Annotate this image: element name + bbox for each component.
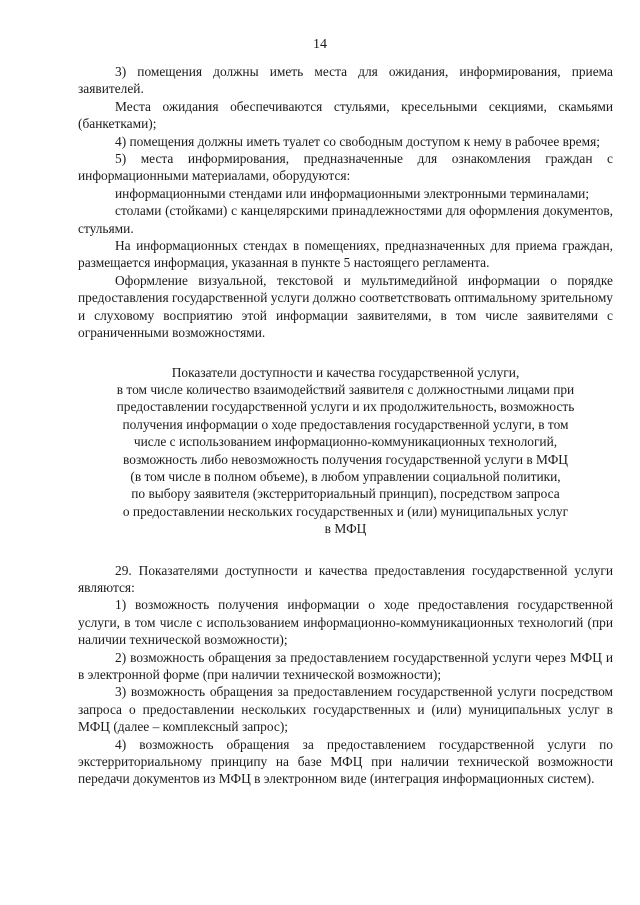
heading-line: по выбору заявителя (экстерриториальный принцип), посредством запроса: [131, 486, 560, 502]
paragraph: 3) возможность обращения за предоставлением государственной услуги посредством запроса о предоставлении нескольких государственных и (или) муниципальных услуг в МФЦ (далее – комплексный запрос);: [78, 684, 613, 735]
paragraph: 4) возможность обращения за предоставлением государственной услуги по экстерриториальному принципу на базе МФЦ при наличии технической возможности передачи документов из МФЦ в электронном виде (интеграция информационных систем).: [78, 736, 613, 787]
paragraph: столами (стойками) с канцелярскими принадлежностями для оформления документов, стульями.: [78, 203, 613, 236]
paragraph: Оформление визуальной, текстовой и мультимедийной информации о порядке предоставления государственной услуги должно соответствовать оптимальному зрительному и слуховому восприятию этой информации заявителями, в том числе заявителями с ограниченными возможностями.: [78, 272, 613, 341]
section-indicators: [78, 562, 613, 788]
heading-line: в том числе количество взаимодействий заявителя с должностными лицами при: [116, 381, 575, 397]
heading-line: предоставлении государственной услуги и их продолжительность, возможность: [116, 399, 575, 415]
heading-line: Показатели доступности и качества государственной услуги,: [171, 364, 520, 380]
paragraph: информационными стендами или информационными электронными терминалами;: [115, 185, 590, 201]
paragraph: 29. Показателями доступности и качества предоставления государственной услуги являются:: [78, 562, 613, 595]
document-body: [78, 63, 613, 788]
paragraph: 1) возможность получения информации о ходе предоставления государственной услуги, в том числе с использованием информационно-коммуникационных технологий (при наличии технической возможности);: [78, 597, 613, 648]
heading-line: получения информации о ходе предоставления государственной услуги, в том: [122, 416, 569, 432]
heading-line: возможность либо невозможность получения государственной услуги в МФЦ: [123, 451, 568, 467]
heading-line: (в том числе в полном объеме), в любом управлении социальной политики,: [130, 468, 561, 484]
paragraph: 2) возможность обращения за предоставлением государственной услуги через МФЦ и в электронной форме (при наличии технической возможности);: [78, 649, 613, 682]
heading-line: числе с использованием информационно-коммуникационных технологий,: [133, 434, 558, 450]
paragraph: 4) помещения должны иметь туалет со свободным доступом к нему в рабочее время;: [115, 133, 600, 149]
heading-line: о предоставлении нескольких государственных и (или) муниципальных услуг: [122, 503, 569, 519]
section-premises: [78, 63, 613, 342]
paragraph: Места ожидания обеспечиваются стульями, кресельными секциями, скамьями (банкетками);: [78, 98, 613, 132]
section-heading: [78, 364, 613, 538]
heading-line: в МФЦ: [324, 521, 367, 537]
paragraph: 5) места информирования, предназначенные для ознакомления граждан с информационными материалами, оборудуются:: [78, 151, 613, 184]
paragraph: 3) помещения должны иметь места для ожидания, информирования, приема заявителей.: [78, 64, 613, 97]
page-number: 14: [313, 37, 327, 52]
paragraph: На информационных стендах в помещениях, предназначенных для приема граждан, размещается информация, указанная в пункте 5 настоящего регламента.: [78, 238, 613, 271]
